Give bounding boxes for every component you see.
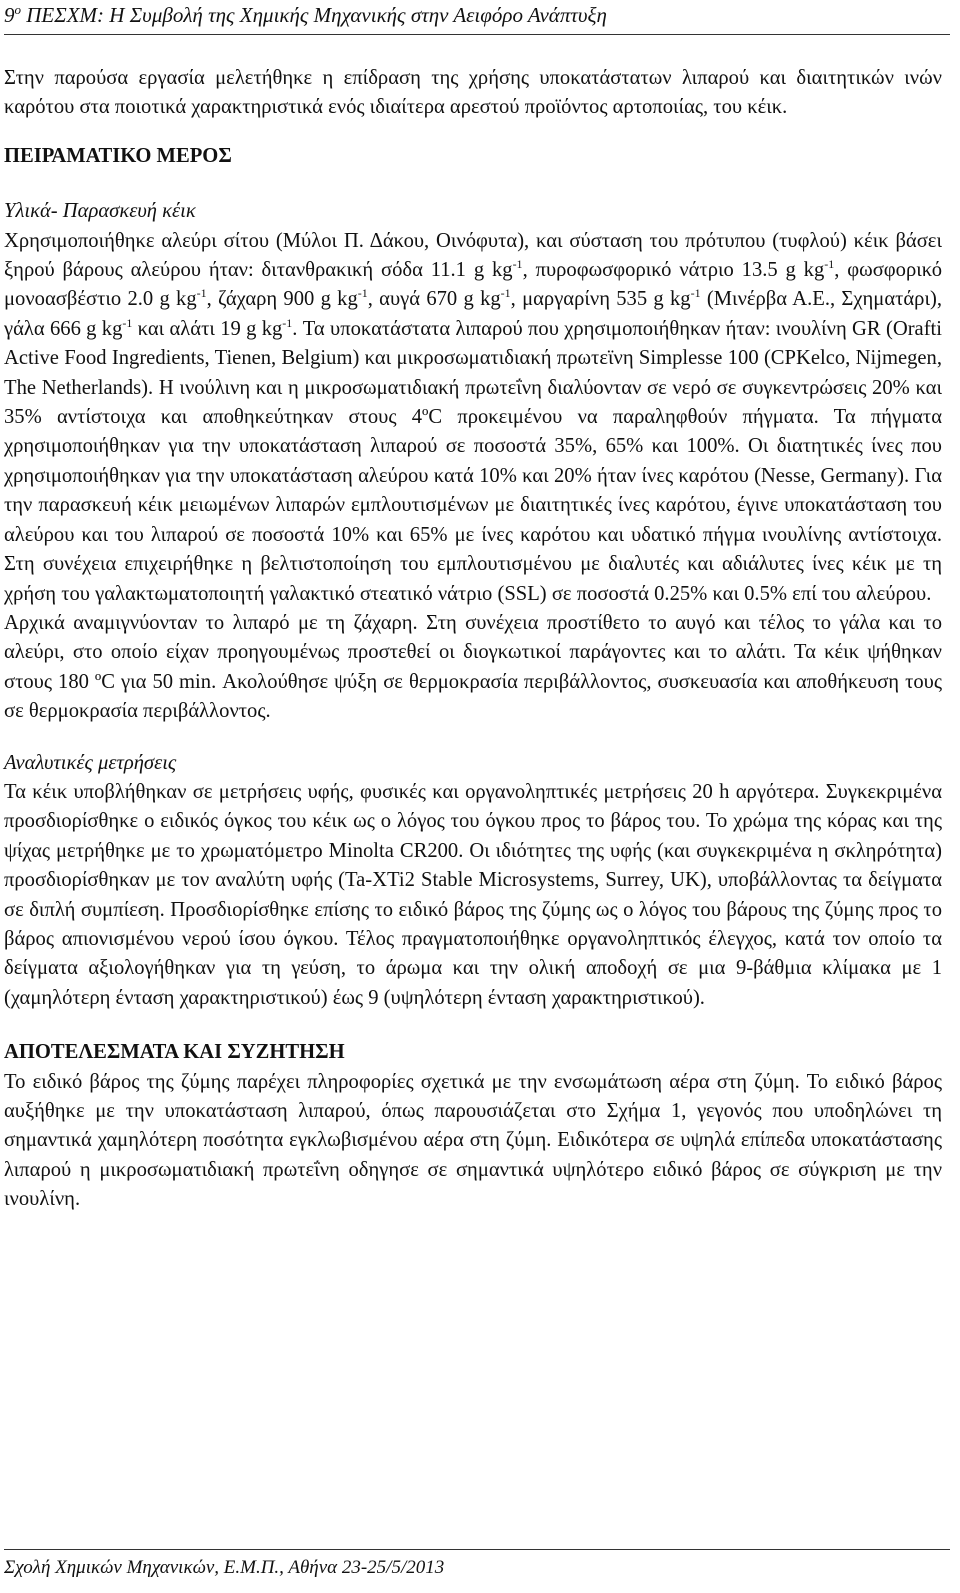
materials-paragraph bbox=[4, 227, 942, 609]
superscript: -1 bbox=[512, 257, 523, 272]
text-run: , μαργαρίνη 535 g kg bbox=[510, 288, 691, 311]
page-body bbox=[4, 64, 942, 1215]
superscript: -1 bbox=[690, 286, 701, 301]
procedure-paragraph: Αρχικά αναμιγνύονταν το λιπαρό με τη ζάχαρη. Στη συνέχεια προστίθετο το αυγό και τέλος το γάλα και το αλεύρι, στο οποίο είχαν προηγουμένως προστεθεί οι διογκωτικοί παράγοντες και το αλάτι. Τα κέικ ψήθηκαν στους 180 ºC για 50 min. Ακολούθησε ψύξη σε θερμοκρασία περιβάλλοντος, συσκευασία και αποθήκευση τους σε θερμοκρασία περιβάλλοντος. bbox=[4, 611, 942, 723]
running-footer bbox=[4, 1549, 950, 1580]
analytical-paragraph: Τα κέικ υποβλήθηκαν σε μετρήσεις υφής, φυσικές και οργανοληπτικές μετρήσεις 20 h αργότερα. Συγκεκριμένα προσδιορίσθηκε ο ειδικός όγκος του κέικ ως ο λόγος του όγκου προς το βάρος του. Το χρώμα της κόρας και της ψίχας μετρήθηκε με το χρωματόμετρο Minolta CR200. Οι ιδιότητες της υφής (και συγκεκριμένα η σκληρότητα) προσδιορίσθηκαν με τον αναλύτη υφής (Ta-XTi2 Stable Microsystems, Surrey, UK), υποβάλλοντας τα δείγματα σε διπλή συμπίεση. Προσδιορίσθηκε επίσης το ειδικό βάρος της ζύμης ως ο λόγος του βάρους της ζύμης προς το βάρος απιονισμένου νερού ίσου όγκου. Τέλος πραγματοποιήθηκε οργανοληπτικός έλεγχος, κατά τον οποίο τα δείγματα αξιολογήθηκαν για τη γεύση, το άρωμα και την ολική αποδοχή σε μια 9-βάθμια κλίμακα με 1 (χαμηλότερη ένταση χαρακτηριστικού) έως 9 (υψηλότερη ένταση χαρακτηριστικού). bbox=[4, 780, 942, 1009]
conference-title: ΠΕΣΧΜ: Η Συμβολή της Χημικής Μηχανικής στην Αειφόρο Ανάπτυξη bbox=[21, 3, 607, 27]
running-header bbox=[4, 2, 950, 35]
superscript: -1 bbox=[824, 257, 835, 272]
edition-number: 9 bbox=[4, 3, 15, 27]
results-section-heading: ΑΠΟΤΕΛΕΣΜΑΤΑ ΚΑΙ ΣΥΖΗΤΗΣΗ bbox=[4, 1041, 345, 1064]
intro-paragraph: Στην παρούσα εργασία μελετήθηκε η επίδραση της χρήσης υποκατάστατων λιπαρού και διαιτητικών ινών καρότου στα ποιοτικά χαρακτηριστικά ενός ιδιαίτερα αρεστού προϊόντος αρτοποιίας, του κέικ. bbox=[4, 67, 942, 119]
text-run: Χρησιμοποιήθηκε αλεύρι σίτου (Μύλοι Π. Δάκου, Οινόφυτα), και σύσταση του πρότυπου (τυφλού) κέικ βάσει ξηρού βάρους αλεύρου ήταν: διτανθρακική σόδα 11.1 g kg bbox=[4, 229, 942, 282]
superscript: -1 bbox=[282, 315, 293, 330]
footer-text: Σχολή Χημικών Μηχανικών, Ε.Μ.Π., Αθήνα 23-25/5/2013 bbox=[4, 1557, 445, 1578]
superscript: -1 bbox=[196, 286, 207, 301]
text-run: , αυγά 670 g kg bbox=[367, 288, 501, 311]
results-paragraph: Το ειδικό βάρος της ζύμης παρέχει πληροφορίες σχετικά με την ενσωμάτωση αέρα στη ζύμη. Το ειδικό βάρος αυξήθηκε με την υποκατάσταση λιπαρού, όπως παρουσιάζεται στο Σχήμα 1, γεγονός που υποδηλώνει τη σημαντικά χαμηλότερη ποσότητα εγκλωβισμένου αέρα στη ζύμη. Ειδικότερα σε υψηλά επίπεδα υποκατάστασης λιπαρού η μικροσωματιδιακή πρωτεΐνη οδηγησε σε σημαντικά υψηλότερο ειδικό βάρος σε σύγκριση με την ινουλίνη. bbox=[4, 1070, 942, 1211]
superscript: -1 bbox=[122, 315, 133, 330]
superscript: -1 bbox=[500, 286, 511, 301]
text-run: (Μινέρβα Α.Ε., Σχηματάρι), γάλα 666 g kg bbox=[4, 288, 943, 340]
text-run: και αλάτι 19 g kg bbox=[132, 317, 283, 340]
analytical-subheading: Αναλυτικές μετρήσεις bbox=[4, 751, 177, 774]
text-run: , φωσφορικό μονοασβέστιο 2.0 g kg bbox=[4, 259, 943, 311]
experimental-section-heading: ΠΕΙΡΑΜΑΤΙΚΟ ΜΕΡΟΣ bbox=[4, 144, 232, 167]
edition-superscript: ο bbox=[14, 2, 21, 17]
materials-subheading: Υλικά- Παρασκευή κέικ bbox=[4, 200, 196, 223]
text-run: . Τα υποκατάστατα λιπαρού που χρησιμοποιήθηκαν ήταν: ινουλίνη GR (Orafti Active Food Ingredients, Tienen, Belgium) και μικροσωματιδιακή πρωτεϊνη Simplesse 100 (CPKelco, Nijmegen, The Netherlands). Η ινούλινη και η μικροσωματιδιακή πρωτεΐνη διαλύονταν σε νερό σε συγκεντρώσεις 20% και 35% αντίστοιχα και αποθηκεύτηκαν στους 4ºC προκειμένου να παραληφθούν πήγματα. Τα πήγματα χρησιμοποιήθηκαν για την υποκατάσταση λιπαρού σε ποσοστά 35%, 65% και 100%. Οι διατητικές ίνες που χρησιμοποιήθηκαν για την υποκατάσταση αλεύρου κατά 10% και 20% ήταν ίνες καρότου (Nesse, Germany). Για την παρασκευή κέικ μειωμένων λιπαρών εμπλουτισμένων με διαιτητικές ίνες καρότου, έγινε υποκατάσταση του αλεύρου και του λιπαρού σε ποσοστά 10% και 65% με ίνες καρότου και υδατικό πήγμα ινουλίνης αντίστοιχα. Στη συνέχεια επιχειρήθηκε η βελτιστοποίηση του εμπλουτισμένου με διαλυτές και αδιάλυτες ίνες κέικ με τη χρήση του γαλακτωματοποιητή γαλακτικό στεατικό νάτριο (SSL) σε ποσοστά 0.25% και 0.5% επί του αλεύρου. bbox=[4, 317, 942, 605]
superscript: -1 bbox=[357, 286, 368, 301]
text-run: , ζάχαρη 900 g kg bbox=[206, 288, 358, 311]
spacer bbox=[4, 727, 942, 749]
text-run: , πυροφωσφορικό νάτριο 13.5 g kg bbox=[522, 259, 825, 282]
